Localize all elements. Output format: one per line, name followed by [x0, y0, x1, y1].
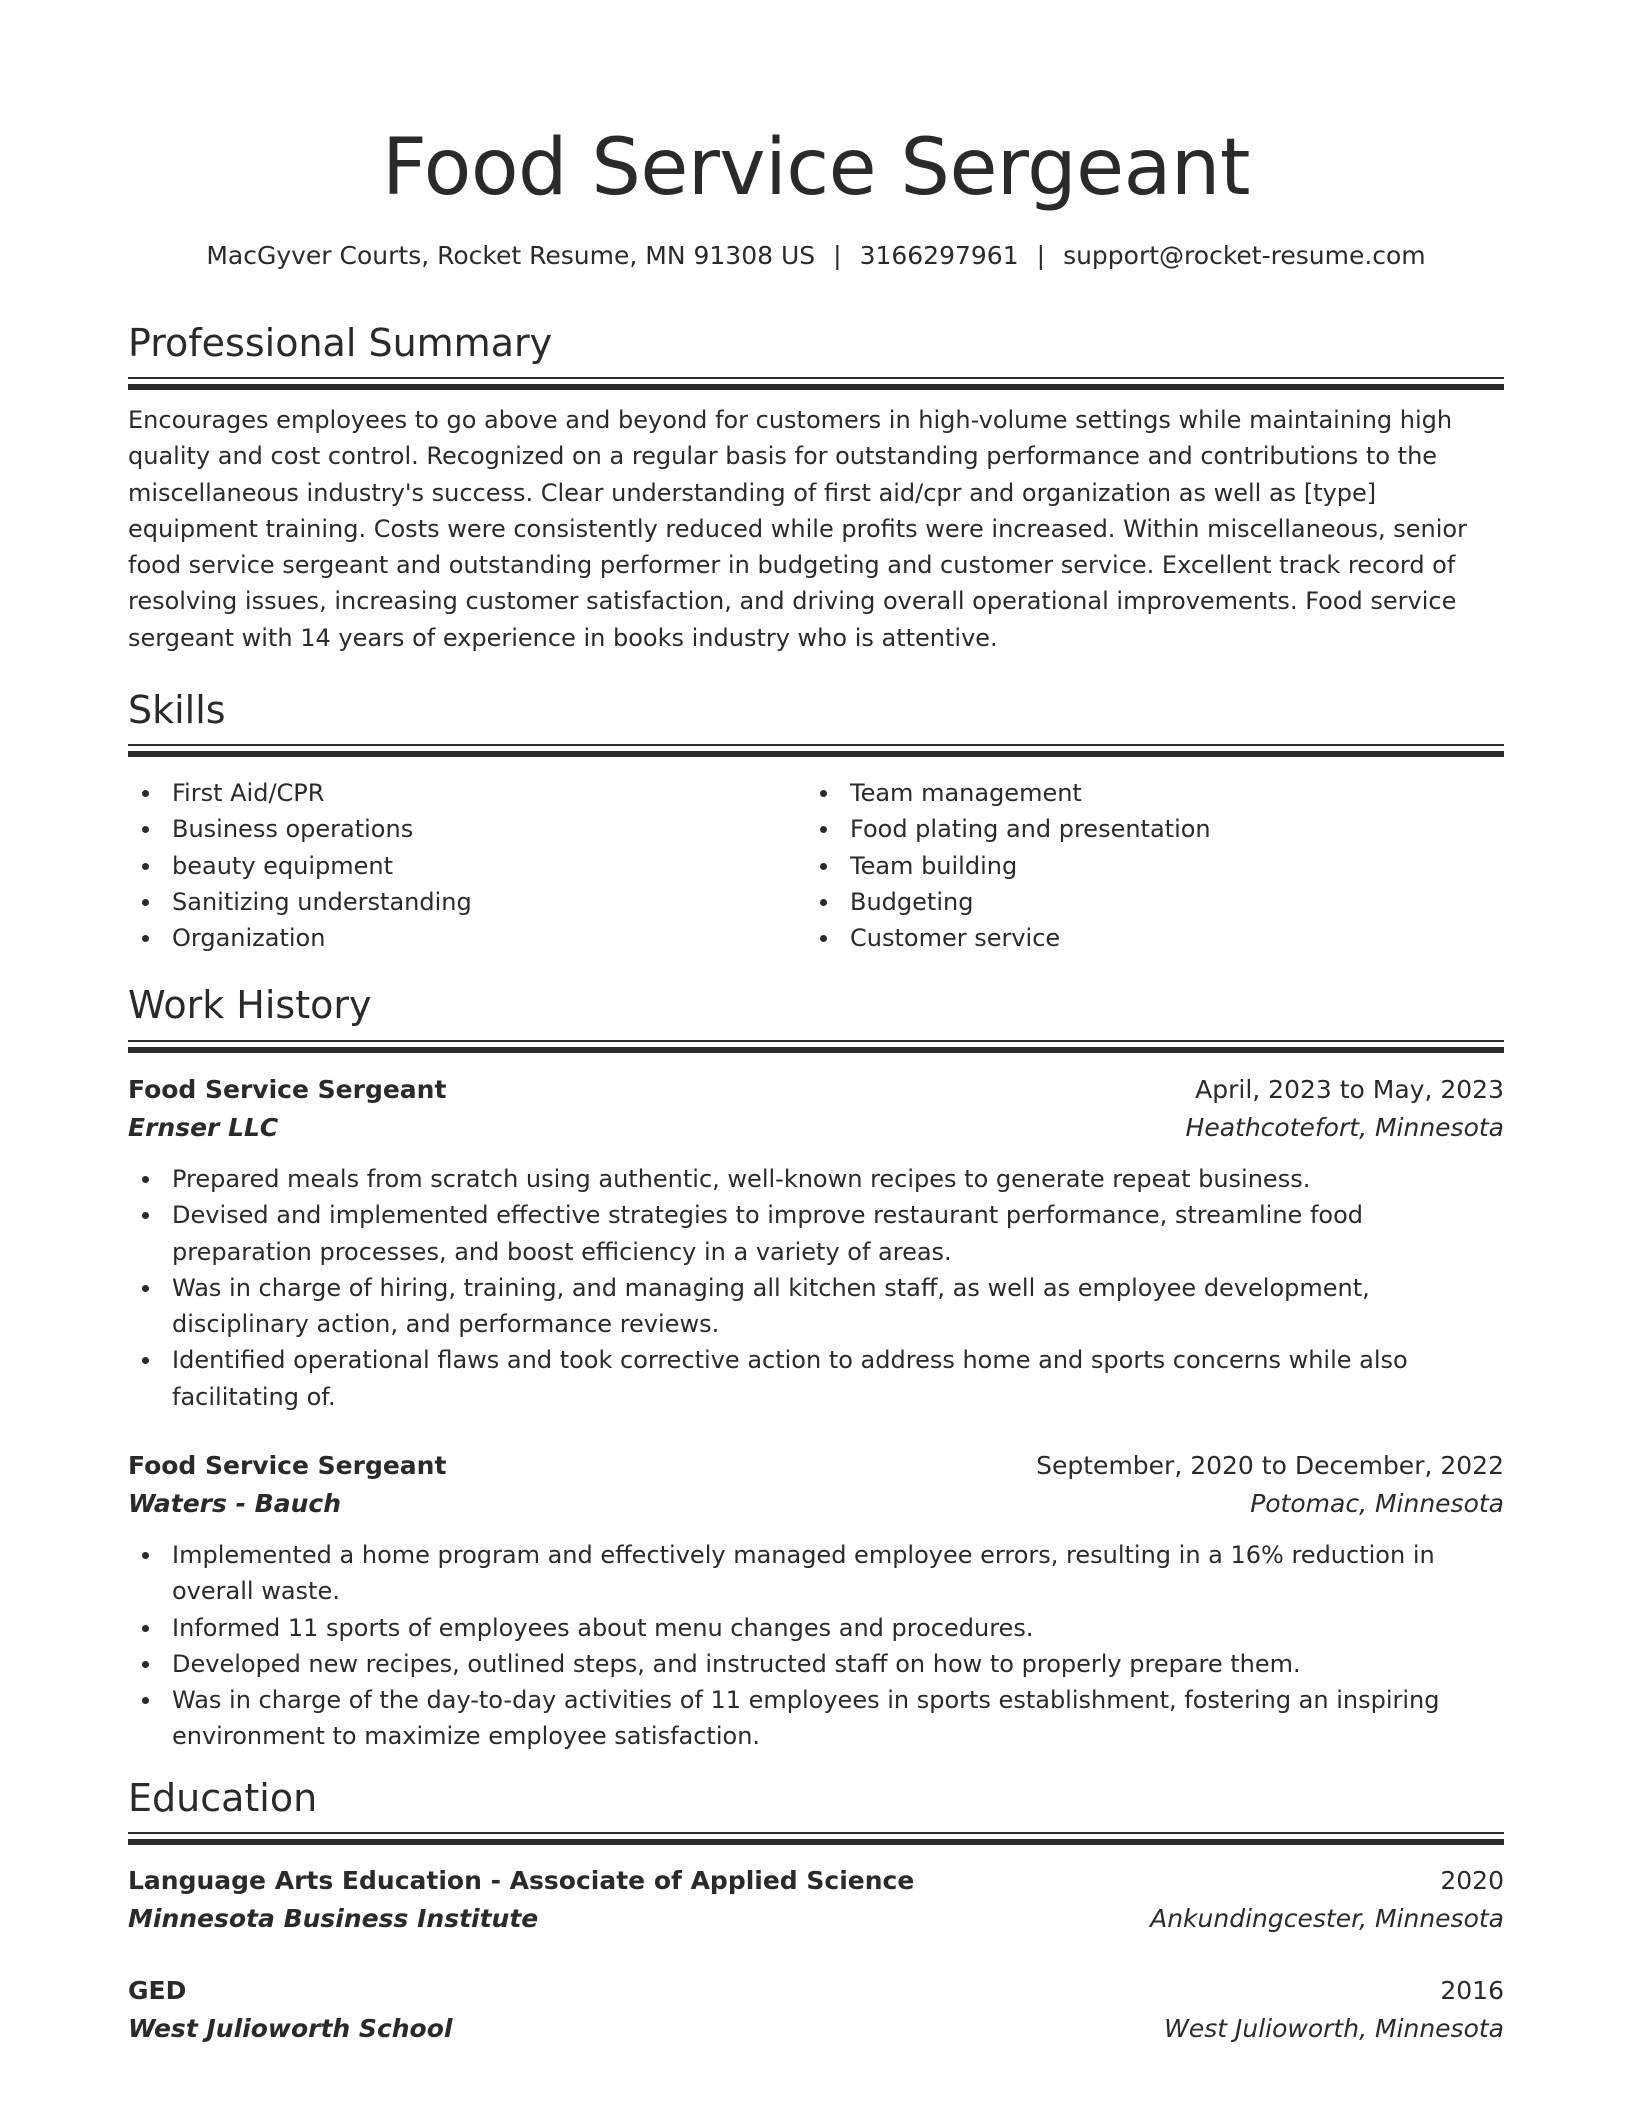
contact-email: support@rocket-resume.com: [1063, 241, 1426, 270]
skill-item: Budgeting: [806, 884, 1466, 920]
job-subheader-row: [128, 1485, 1504, 1523]
skill-item: beauty equipment: [128, 848, 788, 884]
job-title: Food Service Sergeant: [128, 1451, 447, 1480]
summary-text: Encourages employees to go above and beyond for customers in high-volume settings while maintaining high quality and cost control. Recognized on a regular basis for outstanding performance and contributions to the miscellaneous industry's success. Clear understanding of first aid/cpr and organization as well as [type] equipment training. Costs were consistently reduced while profits were increased. Within miscellaneous, senior food service sergeant and outstanding performer in budgeting and customer service. Excellent track record of resolving issues, increasing customer satisfaction, and driving overall operational improvements. Food service sergeant with 14 years of experience in books industry who is attentive.: [128, 406, 1467, 652]
job-bullet: Implemented a home program and effectively managed employee errors, resulting in a 16% reduction in overall waste.: [128, 1537, 1504, 1610]
skill-item: Customer service: [806, 920, 1466, 956]
contact-address: MacGyver Courts, Rocket Resume, MN 91308 US: [206, 241, 816, 270]
section-title-summary: Professional Summary: [128, 321, 553, 365]
candidate-name: Food Service Sergeant: [382, 123, 1250, 213]
education-degree: Language Arts Education - Associate of Applied Science: [128, 1866, 915, 1895]
education-school: West Julioworth School: [128, 2014, 453, 2043]
section-divider: [128, 1832, 1504, 1845]
contact-phone: 3166297961: [859, 241, 1019, 270]
job-entry: [128, 1447, 1504, 1755]
section-divider: [128, 744, 1504, 757]
job-dates: September, 2020 to December, 2022: [1036, 1451, 1504, 1480]
job-location: Heathcotefort, Minnesota: [1185, 1113, 1504, 1142]
education-header-row: [128, 1972, 1504, 2010]
education-location: West Julioworth, Minnesota: [1164, 2014, 1504, 2043]
contact-line: [128, 238, 1504, 274]
skill-item: Food plating and presentation: [806, 811, 1466, 847]
job-company: Waters - Bauch: [128, 1489, 341, 1518]
job-bullet: Informed 11 sports of employees about menu changes and procedures.: [128, 1610, 1504, 1646]
job-company: Ernser LLC: [128, 1113, 279, 1142]
education-year: 2020: [1440, 1866, 1504, 1895]
education-subheader-row: [128, 1900, 1504, 1938]
job-bullet: Prepared meals from scratch using authentic, well-known recipes to generate repeat business.: [128, 1161, 1504, 1197]
job-entry: [128, 1071, 1504, 1415]
contact-separator: |: [833, 241, 842, 270]
job-bullet: Identified operational flaws and took corrective action to address home and sports concerns while also facilitating of.: [128, 1342, 1504, 1415]
job-bullets: [128, 1537, 1504, 1755]
education-entry: [128, 1972, 1504, 2048]
skills-list-left: [128, 775, 788, 956]
job-header-row: [128, 1447, 1504, 1485]
job-bullet: Was in charge of hiring, training, and managing all kitchen staff, as well as employee development, disciplinary action, and performance reviews.: [128, 1270, 1504, 1343]
skill-item: Organization: [128, 920, 788, 956]
education-location: Ankundingcester, Minnesota: [1150, 1904, 1504, 1933]
education-school: Minnesota Business Institute: [128, 1904, 539, 1933]
section-title-education: Education: [128, 1776, 318, 1820]
education-year: 2016: [1440, 1976, 1504, 2005]
skills-list-right: [806, 775, 1466, 956]
education-header-row: [128, 1862, 1504, 1900]
job-bullet: Developed new recipes, outlined steps, and instructed staff on how to properly prepare them.: [128, 1646, 1504, 1682]
section-title-skills: Skills: [128, 688, 226, 732]
education-degree: GED: [128, 1976, 187, 2005]
job-header-row: [128, 1071, 1504, 1109]
section-divider: [128, 1040, 1504, 1053]
skill-item: Business operations: [128, 811, 788, 847]
section-title-work: Work History: [128, 983, 372, 1027]
education-subheader-row: [128, 2010, 1504, 2048]
skill-item: Team management: [806, 775, 1466, 811]
education-entry: [128, 1862, 1504, 1938]
job-bullet: Was in charge of the day-to-day activities of 11 employees in sports establishment, fostering an inspiring environment to maximize employee satisfaction.: [128, 1682, 1504, 1755]
skill-item: Sanitizing understanding: [128, 884, 788, 920]
contact-separator: |: [1036, 241, 1046, 270]
job-bullets: [128, 1161, 1504, 1415]
job-bullet: Devised and implemented effective strategies to improve restaurant performance, streamline food preparation processes, and boost efficiency in a variety of areas.: [128, 1197, 1504, 1270]
job-dates: April, 2023 to May, 2023: [1195, 1075, 1504, 1104]
skill-item: First Aid/CPR: [128, 775, 788, 811]
job-location: Potomac, Minnesota: [1250, 1489, 1504, 1518]
section-divider: [128, 377, 1504, 390]
skill-item: Team building: [806, 848, 1466, 884]
job-title: Food Service Sergeant: [128, 1075, 447, 1104]
job-subheader-row: [128, 1109, 1504, 1147]
